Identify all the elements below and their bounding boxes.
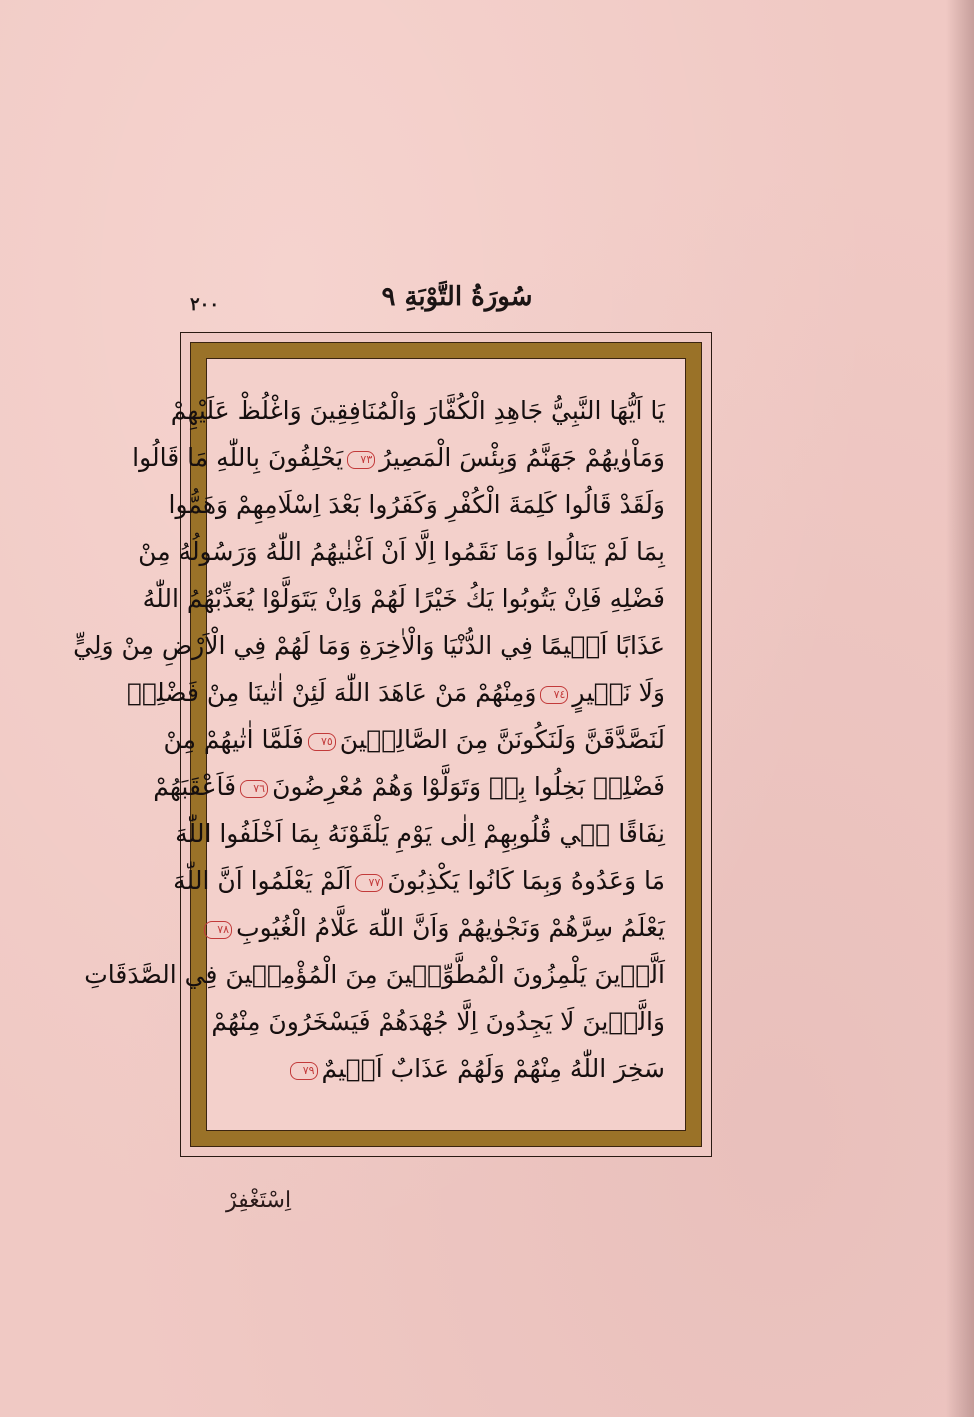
text-frame [73,332,712,1157]
line-text: فَضْلِهِ فَاِنْ يَتُوبُوا يَكُ خَيْرًا لَهُمْ وَاِنْ يَتَوَلَّوْا يُعَذِّبْهُمُ اللّٰهُ [142,584,665,613]
text-line [173,857,665,904]
text-line [73,622,665,669]
text-line [153,763,665,810]
text-line [175,810,665,857]
line-text: وَلَقَدْ قَالُوا كَلِمَةَ الْكُفْرِ وَكَفَرُوا بَعْدَ اِسْلَامِهِمْ وَهَمُّوا [168,490,665,519]
line-text: وَالَّذ۪ينَ لَا يَجِدُونَ اِلَّا جُهْدَهُمْ فَيَسْخَرُونَ مِنْهُمْ [211,1007,665,1036]
text-line [142,575,665,622]
line-text-continuation: يَحْلِفُونَ بِاللّٰهِ مَا قَالُوا [132,443,344,472]
line-text: يَعْلَمُ سِرَّهُمْ وَنَجْوٰيهُمْ وَاَنَّ اللّٰهَ عَلَّامُ الْغُيُوبِ [236,913,665,942]
line-text: سَخِرَ اللّٰهُ مِنْهُمْ وَلَهُمْ عَذَابٌ اَل۪يمٌ [321,1054,665,1083]
verse-number-marker: ٧٦ [240,780,268,798]
line-text: فَضْلِه۪ بَخِلُوا بِه۪ وَتَوَلَّوْا وَهُمْ مُعْرِضُونَ [272,772,665,801]
verse-text-block [73,387,665,1092]
page-number: ٢٠٠ [190,294,220,315]
catchword: اِسْتَغْفِرْ [226,1188,292,1213]
line-text: اَلَّذ۪ينَ يَلْمِزُونَ الْمُطَّوِّع۪ينَ مِنَ الْمُؤْمِن۪ينَ فِي الصَّدَقَاتِ [84,960,665,989]
text-line [132,434,665,481]
line-text: نِفَاقًا ف۪ي قُلُوبِهِمْ اِلٰى يَوْمِ يَلْقَوْنَهُ بِمَا اَخْلَفُوا اللّٰهَ [175,819,665,848]
line-text: لَنَصَّدَّقَنَّ وَلَنَكُونَنَّ مِنَ الصَّالِح۪ينَ [339,725,665,754]
line-text: وَمَاْوٰيهُمْ جَهَنَّمُ وَبِئْسَ الْمَصِيرُ [379,443,665,472]
text-line [126,669,665,716]
text-panel [73,358,686,1131]
page-spine-shadow [946,0,974,1417]
verse-number-marker: ٧٣ [347,451,375,469]
text-line [163,716,665,763]
verse-number-marker: ٧٧ [355,874,383,892]
line-text: عَذَابًا اَل۪يمًا فِي الدُّنْيَا وَالْاٰخِرَةِ وَمَا لَهُمْ فِي الْاَرْضِ مِنْ وَلِيٍّ [73,631,665,660]
text-line [168,481,665,528]
gold-border [73,342,702,1147]
verse-number-marker: ٧٨ [204,921,232,939]
line-text: وَلَا نَص۪يرٍ [572,678,665,707]
line-text-continuation: فَاَعْقَبَهُمْ [153,772,237,801]
text-line [138,528,665,575]
text-line [227,1045,665,1092]
text-line [84,951,665,998]
line-text: بِمَا لَمْ يَنَالُوا وَمَا نَقَمُوا اِلَّا اَنْ اَغْنٰيهُمُ اللّٰهُ وَرَسُولُهُ مِنْ [138,537,665,566]
page-header [182,282,712,326]
verse-number-marker: ٧٥ [308,733,336,751]
text-line [170,387,665,434]
text-line [217,904,665,951]
line-text-continuation: اَلَمْ يَعْلَمُوا اَنَّ اللّٰهَ [173,866,352,895]
text-line [211,998,665,1045]
surah-title: سُورَةُ التَّوْبَةِ ٩ [381,282,533,312]
line-text-continuation: فَلَمَّا اٰتٰيهُمْ مِنْ [163,725,304,754]
line-text-continuation: وَمِنْهُمْ مَنْ عَاهَدَ اللّٰهَ لَئِنْ اٰتٰينَا مِنْ فَضْلِه۪ [126,678,537,707]
verse-number-marker: ٧٤ [540,686,568,704]
line-text: مَا وَعَدُوهُ وَبِمَا كَانُوا يَكْذِبُونَ [387,866,665,895]
verse-number-marker: ٧٩ [290,1062,318,1080]
line-text: يَا اَيُّهَا النَّبِيُّ جَاهِدِ الْكُفَّارَ وَالْمُنَافِقِينَ وَاغْلُظْ عَلَيْهِمْ [170,396,665,425]
